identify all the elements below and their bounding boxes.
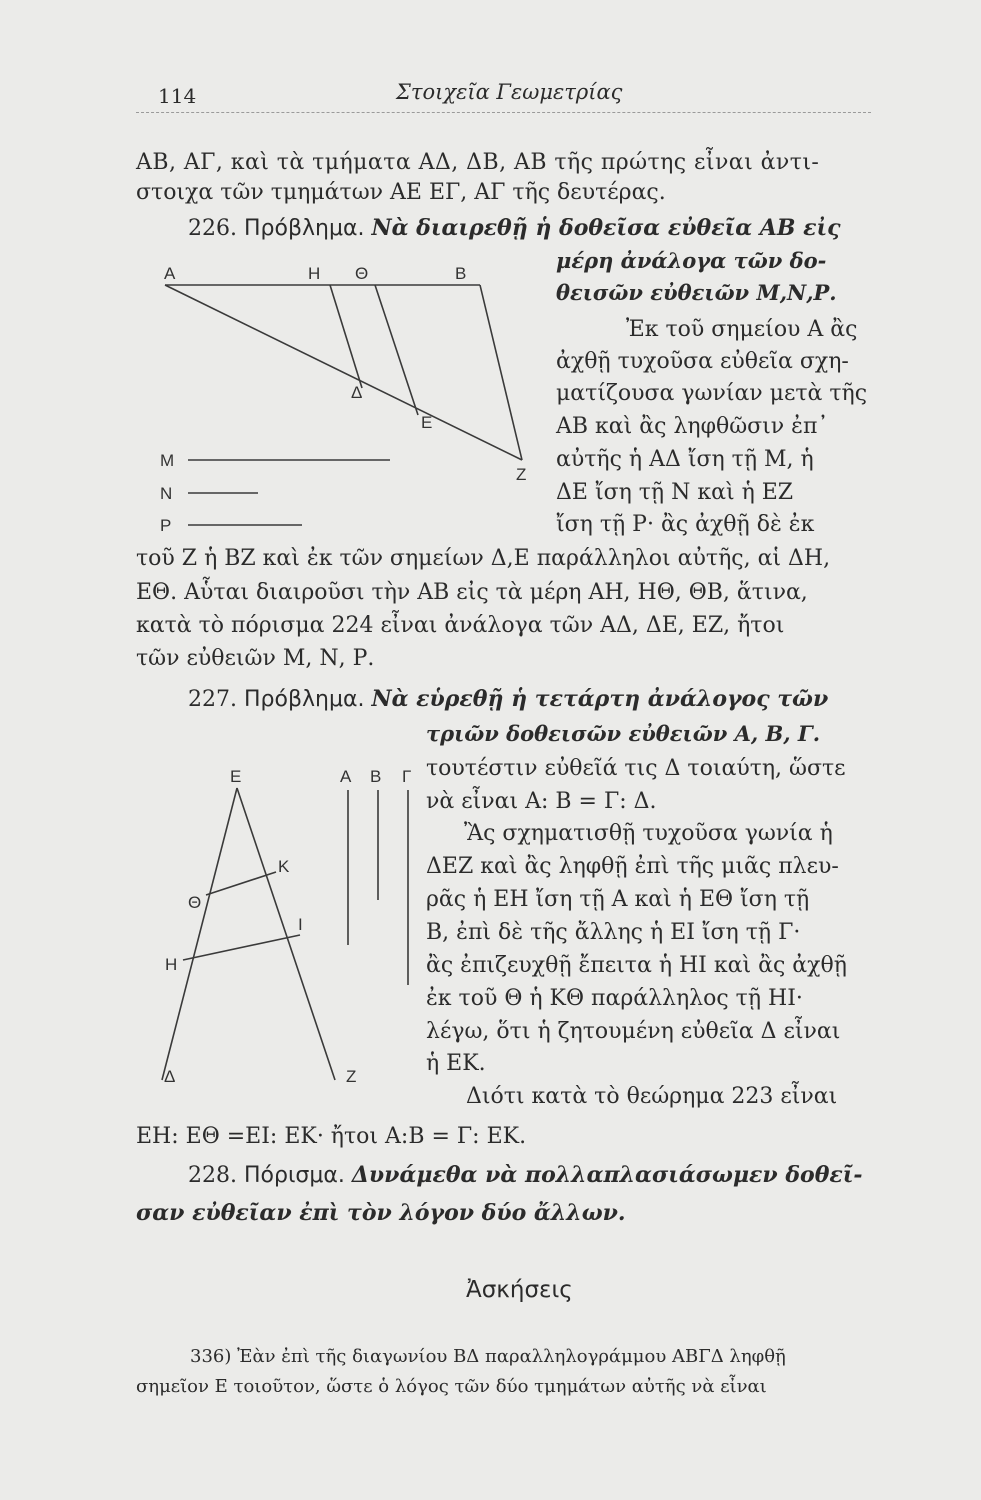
body-line: τουτέστιν εὐθεῖά τις Δ τοιαύτη, ὥστε [426,756,846,781]
body-line: Ἂς σχηματισθῇ τυχοῦσα γωνία ἡ [464,821,833,846]
segment-ED [162,788,237,1080]
label-H: Η [308,265,321,283]
section-kind: Πρόβλημα. [243,216,365,241]
statement-line: Νὰ εὑρεθῇ ἡ τετάρτη ἀνάλογος τῶν [371,686,829,712]
label-G: Γ [402,767,412,786]
label-D: Δ [351,383,363,402]
body-line: ματίζουσα γωνίαν μετὰ τῆς [556,381,868,406]
segment-HI [183,935,300,960]
body-line: ΕΘ. Αὗται διαιροῦσι τὴν ΑΒ εἰς τὰ μέρη ΑΗ, ΗΘ, ΘΒ, ἅτινα, [136,580,808,605]
label-Z: Ζ [346,1067,357,1086]
body-line: ἡ ΕΚ. [426,1051,486,1076]
body-line: ἀχθῇ τυχοῦσα εὐθεῖα σχη- [556,349,849,374]
body-line: ἐκ τοῦ Θ ἡ ΚΘ παράλληλος τῇ ΗΙ· [426,986,803,1011]
label-M: Μ [160,451,175,470]
label-A: Α [164,265,176,283]
intro-line: ΑΒ, ΑΓ, καὶ τὰ τμήματα ΑΔ, ΔΒ, ΑΒ τῆς πρώτης εἶναι ἀντι- [136,150,820,175]
label-I: Ι [298,915,303,934]
statement-line: Δυνάμεθα νὰ πολλαπλασιάσωμεν δοθεῖ- [351,1162,863,1188]
header-rule [136,112,871,113]
body-line: τῶν εὐθειῶν Μ, Ν, Ρ. [136,646,375,671]
body-line: ΑΒ καὶ ἂς ληφθῶσιν ἐπ᾽ [556,414,829,439]
label-K: Κ [278,857,290,876]
section-kind: Πόρισμα. [243,1163,345,1188]
statement-line: μέρη ἀνάλογα τῶν δο- [556,248,827,273]
body-line: αὐτῆς ἡ ΑΔ ἴση τῇ Μ, ἡ [556,447,814,472]
label-B: Β [455,265,467,283]
exercise-line: σημεῖον Ε τοιοῦτον, ὥστε ὁ λόγος τῶν δύο τμημάτων αὐτῆς νὰ εἶναι [136,1376,767,1397]
body-line: νὰ εἶναι Α: Β = Γ: Δ. [426,789,657,814]
statement-line: θεισῶν εὐθειῶν Μ,Ν,Ρ. [556,280,837,305]
exercises-heading: Ἀσκήσεις [466,1277,573,1303]
label-Th: Θ [188,893,202,912]
statement-line: Νὰ διαιρεθῇ ἡ δοθεῖσα εὐθεῖα ΑΒ εἰς [371,215,841,241]
label-D: Δ [164,1067,176,1086]
body-line: ΔΕΖ καὶ ἂς ληφθῇ ἐπὶ τῆς μιᾶς πλευ- [426,854,839,879]
segment-EZ [237,788,335,1080]
statement-line: σαν εὐθεῖαν ἐπὶ τὸν λόγον δύο ἄλλων. [136,1200,626,1226]
label-E: Ε [421,413,433,432]
section-number: 227. [188,687,237,712]
segment-AZ [165,285,522,460]
exercise-line: 336) Ἐὰν ἐπὶ τῆς διαγωνίου ΒΔ παραλληλογράμμου ΑΒΓΔ ληφθῇ [190,1346,786,1367]
label-B: Β [370,767,382,786]
label-A: Α [340,767,352,786]
body-line: Διότι κατὰ τὸ θεώρημα 223 εἶναι [466,1084,838,1109]
body-line: λέγω, ὅτι ἡ ζητουμένη εὐθεῖα Δ εἶναι [426,1019,841,1044]
segment-HD [330,285,362,388]
body-line: Β, ἐπὶ δὲ τῆς ἄλλης ἡ ΕΙ ἴση τῇ Γ· [426,920,801,945]
section-227-heading [188,686,828,713]
section-228-heading [188,1162,863,1189]
label-Th: Θ [355,265,369,283]
body-line: Ἐκ τοῦ σημείου Α ἂς [626,317,858,342]
section-kind: Πρόβλημα. [243,687,365,712]
segment-ThK [206,872,276,895]
label-P: Ρ [160,516,172,535]
running-title: Στοιχεῖα Γεωμετρίας [396,80,623,104]
intro-line: στοιχα τῶν τμημάτων ΑΕ ΕΓ, ΑΓ τῆς δευτέρας. [136,180,666,205]
figure-226 [150,265,550,540]
label-H: Η [165,955,178,974]
label-E: Ε [230,767,242,786]
label-N: Ν [160,484,173,503]
body-line: ρᾶς ἡ ΕΗ ἴση τῇ Α καὶ ἡ ΕΘ ἴση τῇ [426,887,810,912]
figure-227 [150,760,420,1090]
section-226-heading [188,215,841,242]
body-line: ἂς ἐπιζευχθῇ ἔπειτα ἡ ΗΙ καὶ ἂς ἀχθῇ [426,953,847,978]
label-Z: Ζ [516,465,527,484]
segment-ThE [375,285,418,415]
segment-BZ [480,285,522,460]
body-line: ΔΕ ἴση τῇ Ν καὶ ἡ ΕΖ [556,480,794,505]
section-number: 228. [188,1163,237,1188]
section-number: 226. [188,216,237,241]
body-line: τοῦ Ζ ἡ ΒΖ καὶ ἐκ τῶν σημείων Δ,Ε παράλληλοι αὐτῆς, αἱ ΔΗ, [136,546,831,571]
page-number: 114 [158,84,197,108]
body-line: ΕΗ: ΕΘ =ΕΙ: ΕΚ· ἤτοι Α:Β = Γ: ΕΚ. [136,1124,527,1149]
body-line: κατὰ τὸ πόρισμα 224 εἶναι ἀνάλογα τῶν ΑΔ, ΔΕ, ΕΖ, ἤτοι [136,613,785,638]
body-line: ἴση τῇ Ρ· ἂς ἀχθῇ δὲ ἐκ [556,512,815,537]
statement-line: τριῶν δοθεισῶν εὐθειῶν Α, Β, Γ. [426,721,821,746]
